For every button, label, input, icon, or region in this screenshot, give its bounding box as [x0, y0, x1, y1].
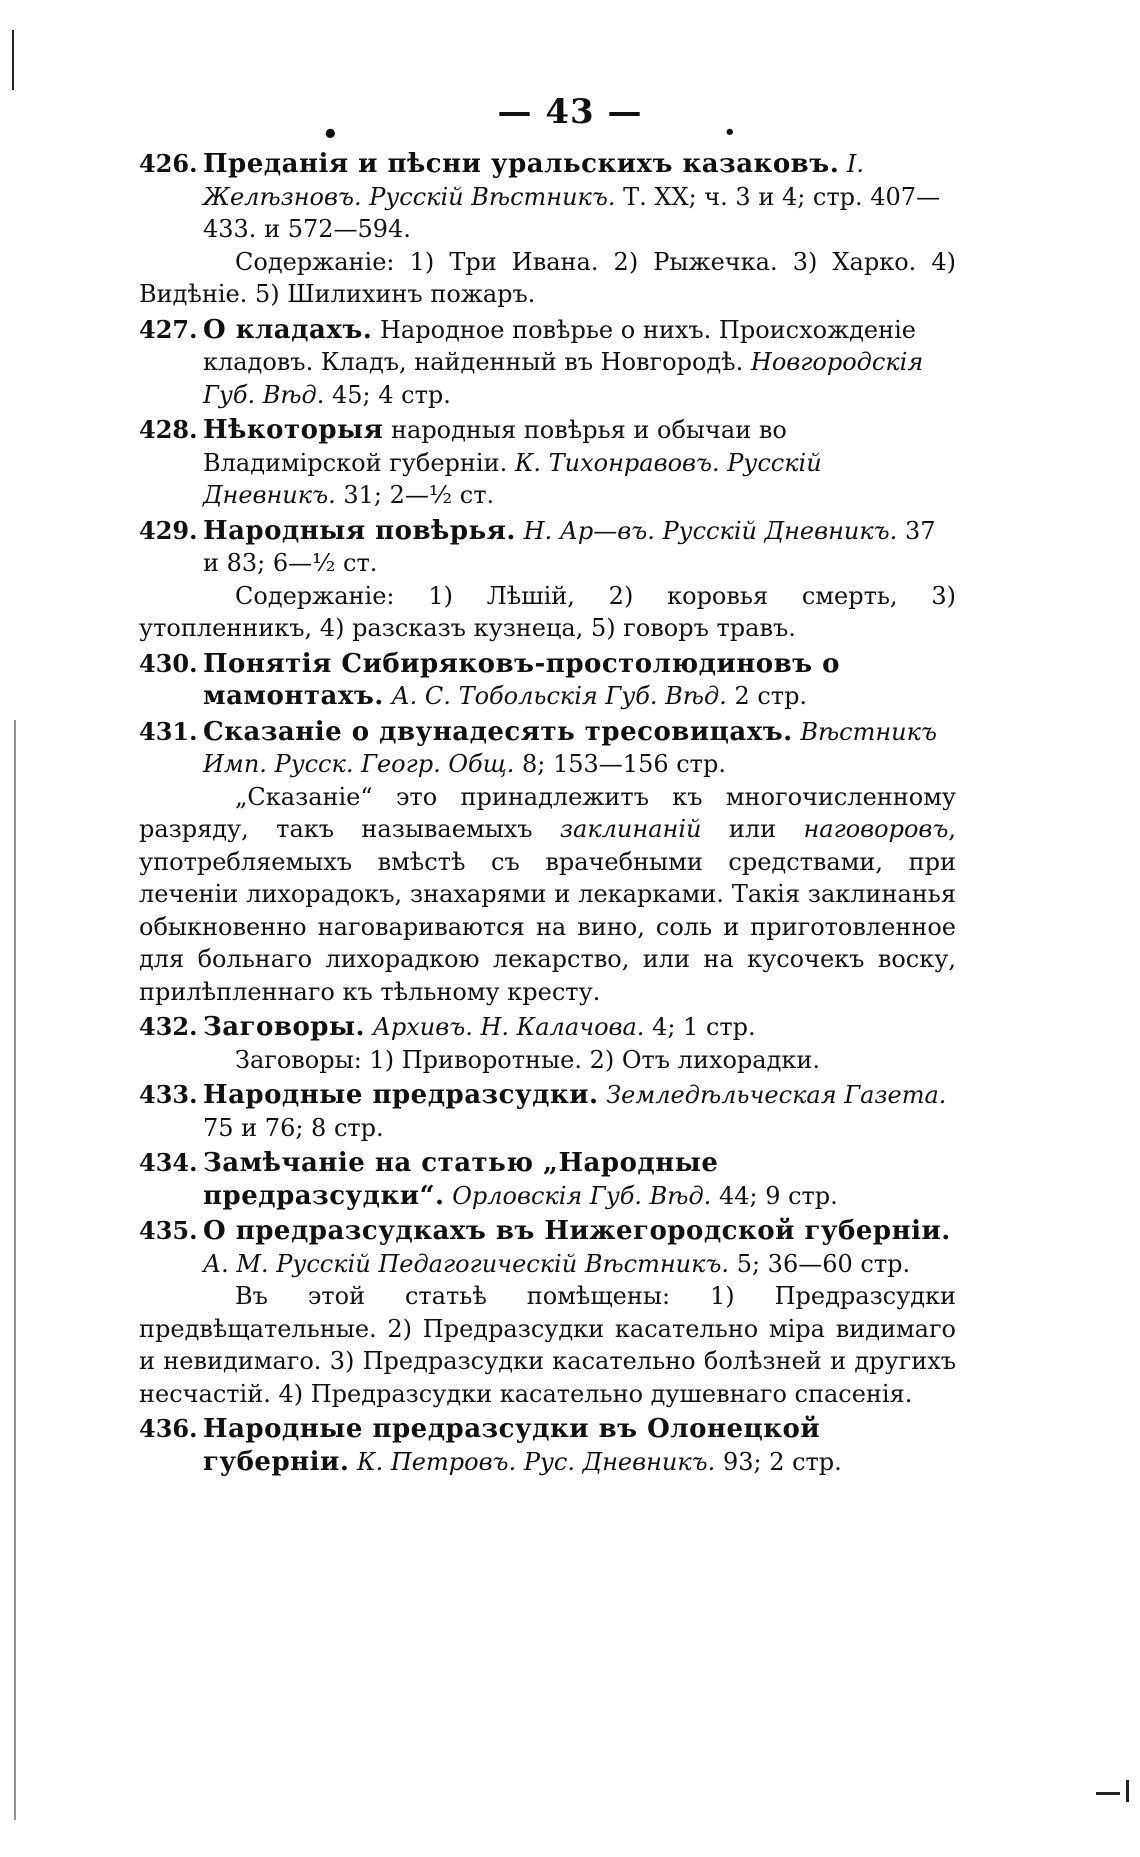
entry-title: Народныя повѣрья. [203, 515, 516, 546]
entry-title: Народные предразсудки. [203, 1080, 599, 1110]
entry-details: 75 и 76; 8 стр. [203, 1113, 384, 1142]
entry-source: Земледѣльческая Газета. [606, 1081, 947, 1109]
entry-title: Преданія и пѣсни уральскихъ казаковъ. [203, 149, 840, 179]
note-text: или [701, 815, 804, 843]
scan-dot-left: • [322, 120, 339, 150]
entry-text: народныя повѣрья и обычаи во Владимірской губерніи. [203, 416, 787, 477]
entry-436 [136, 1413, 956, 1478]
entry-number: 436. [139, 1414, 198, 1443]
entry-426 [136, 148, 956, 311]
entry-details: 44; 9 стр. [718, 1181, 838, 1210]
entry-author: К. Тихонравовъ. [514, 448, 720, 477]
entry-author: К. Петровъ. [357, 1447, 517, 1476]
entry-number: 430. [139, 648, 198, 678]
page-number: — 43 — [497, 92, 643, 132]
entry-contents: Содержаніе: 1) Лѣшій, 2) коровья смерть, 3) утопленникъ, 4) разсказъ кузнеца, 5) говоръ травъ. [139, 581, 956, 642]
entry-contents: Содержаніе: 1) Три Ивана. 2) Рыжечка. 3) Харко. 4) Видѣніе. 5) Шилихинъ пожаръ. [139, 247, 956, 308]
entry-title: О предразсудкахъ въ Нижегородской губерніи. [203, 1216, 951, 1246]
entry-source: Новгородскія Губ. Вѣд. [203, 348, 924, 409]
entry-details: 37 и 83; 6—½ ст. [203, 516, 936, 577]
entry-433 [136, 1079, 956, 1144]
entry-title: Понятія Сибиряковъ-простолюдиновъ о мамонтахъ. [203, 648, 841, 711]
note-text: , употребляемыхъ вмѣстѣ съ врачебными средствами, при леченіи лихорадокъ, знахарями и лекарками. Такія заклинанья обыкновенно наговариваются на вино, соль и приготовленное для больнаго лихорадкою лекарство, или на кусочекъ воску, прилѣпленнаго къ тѣльному кресту. [139, 815, 956, 1006]
scan-edge-mark-left-2 [14, 720, 16, 1820]
entry-source: Орловскія Губ. Вѣд. [452, 1181, 712, 1210]
entry-429 [136, 515, 956, 645]
entry-details: 31; 2—½ ст. [343, 481, 495, 509]
entry-title: Заговоры. [203, 1012, 366, 1042]
scan-edge-mark-left [12, 30, 14, 90]
entry-contents: Заговоры: 1) Приворотные. 2) Отъ лихорадки. [235, 1045, 820, 1074]
entry-details: Т. ХХ; ч. 3 и 4; стр. 407—433. и 572—594. [203, 182, 941, 243]
entry-430 [136, 648, 956, 713]
entry-434 [136, 1147, 956, 1212]
entry-source: Вѣстникъ Имп. Русск. Геогр. Общ. [203, 717, 937, 778]
entry-source: Архивъ. Н. Калачова. [372, 1013, 645, 1041]
entry-427 [136, 314, 956, 412]
entry-source: Рус. Дневникъ. [523, 1447, 716, 1476]
entry-number: 428. [139, 415, 198, 444]
entry-details: 5; 36—60 стр. [736, 1249, 911, 1278]
scan-dot-right: • [724, 122, 736, 143]
entry-author: І. Желѣзновъ. [203, 150, 864, 211]
entry-details: 93; 2 стр. [722, 1447, 842, 1476]
entry-text: Народное повѣрье о нихъ. Происхожденіе кладовъ. Кладъ, найденный въ Новгородѣ. [203, 315, 916, 376]
entry-details: 4; 1 стр. [652, 1013, 756, 1041]
entry-title: Народные предразсудки въ Олонецкой губерніи. [203, 1414, 821, 1477]
entry-number: 426. [139, 149, 198, 178]
entry-source: Русскій Дневникъ. [662, 516, 898, 545]
entry-source: Русскій Педагогическій Вѣстникъ. [276, 1249, 730, 1278]
entry-428 [136, 414, 956, 512]
entry-title: Нѣкоторыя [203, 415, 384, 445]
entry-details: 2 стр. [734, 682, 808, 710]
entry-number: 427. [139, 314, 198, 344]
entry-title: О кладахъ. [203, 314, 373, 345]
entry-number: 433. [139, 1080, 198, 1109]
note-emphasis: наговоровъ [803, 815, 949, 843]
entry-number: 434. [139, 1148, 198, 1177]
note-emphasis: заклинаній [559, 815, 702, 843]
bibliography-list [136, 148, 956, 1481]
entry-details: 8; 153—156 стр. [522, 750, 726, 778]
entry-details: 45; 4 стр. [332, 380, 451, 409]
entry-title: Замѣчаніе на статью „Народные предразсудки“. [203, 1148, 719, 1211]
entry-note [139, 781, 956, 1009]
entry-435 [136, 1215, 956, 1410]
entry-author: А. М. [203, 1249, 269, 1278]
scan-edge-mark-right [1126, 1780, 1129, 1802]
entry-contents: Въ этой статьѣ помѣщены: 1) Предразсудки предвѣщательные. 2) Предразсудки касательно міра видимаго и невидимаго. 3) Предразсудки касательно болѣзней и другихъ несчастій. 4) Предразсудки касательно душевнаго спасенія. [139, 1282, 956, 1408]
scan-edge-mark-dash [1096, 1792, 1120, 1795]
entry-432 [136, 1011, 956, 1076]
entry-number: 435. [139, 1216, 198, 1245]
entry-source: Русскій Дневникъ. [203, 448, 822, 509]
entry-431 [136, 716, 956, 1009]
entry-number: 429. [139, 515, 198, 545]
entry-author: А. С. [391, 682, 451, 710]
note-text: „Сказаніе“ это принадлежитъ къ многочисленному разряду, такъ называемыхъ [139, 782, 956, 843]
entry-number: 431. [139, 716, 198, 746]
entry-source: Тобольскія Губ. Вѣд. [458, 682, 727, 710]
entry-author: Н. Ар—въ. [523, 516, 655, 545]
entry-source: Русскій Вѣстникъ. [369, 182, 616, 211]
entry-title: Сказаніе о двунадесять тресовицахъ. [203, 716, 793, 747]
entry-number: 432. [139, 1012, 198, 1041]
